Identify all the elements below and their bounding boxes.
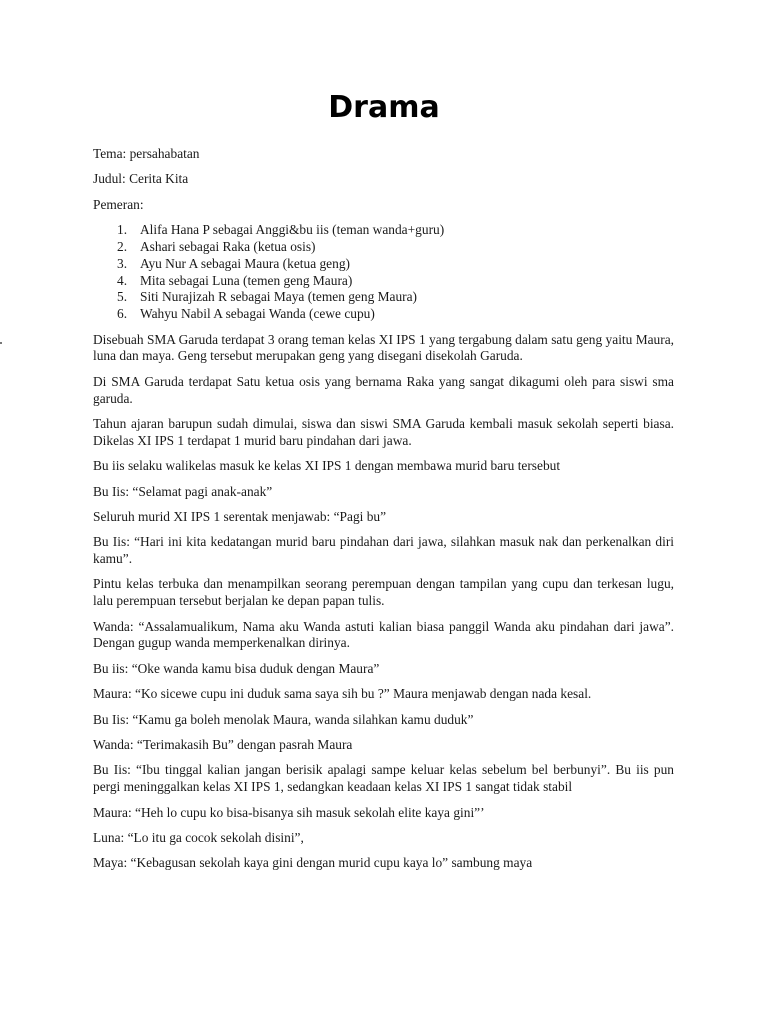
margin-mark: [0, 342, 2, 344]
cast-item: [93, 289, 674, 306]
narration-paragraph: Pintu kelas terbuka dan menampilkan seorang perempuan dengan tampilan yang cupu dan terkesan lugu, lalu perempuan tersebut berjalan ke depan papan tulis.: [93, 576, 674, 609]
dialogue-line: Bu Iis: “Ibu tinggal kalian jangan berisik apalagi sampe keluar kelas sebelum bel berbunyi”. Bu iis pun pergi meninggalkan kelas XI IPS 1, sedangkan keadaan kelas XI IPS 1 sangat tidak stabil: [93, 762, 674, 795]
cast-number: 3.: [117, 255, 128, 271]
dialogue-line: Seluruh murid XI IPS 1 serentak menjawab: “Pagi bu”: [93, 508, 387, 524]
cast-text: Ashari sebagai Raka (ketua osis): [140, 238, 316, 254]
dialogue-line: Maura: “Heh lo cupu ko bisa-bisanya sih masuk sekolah elite kaya gini”’: [93, 804, 485, 820]
document-body: [93, 146, 674, 881]
cast-text: Ayu Nur A sebagai Maura (ketua geng): [140, 255, 350, 271]
cast-number: 6.: [117, 306, 128, 322]
dialogue-line: Bu iis: “Oke wanda kamu bisa duduk dengan Maura”: [93, 660, 380, 676]
theme-line: Tema: persahabatan: [93, 146, 200, 161]
cast-number: 1.: [117, 222, 128, 238]
dialogue-line: Maura: “Ko sicewe cupu ini duduk sama saya sih bu ?” Maura menjawab dengan nada kesal.: [93, 686, 592, 702]
cast-text: Mita sebagai Luna (temen geng Maura): [140, 272, 353, 288]
narration-paragraph: Di SMA Garuda terdapat Satu ketua osis yang bernama Raka yang sangat dikagumi oleh para siswi sma garuda.: [93, 373, 674, 406]
narration-paragraph: Disebuah SMA Garuda terdapat 3 orang teman kelas XI IPS 1 yang tergabung dalam satu geng yaitu Maura, luna dan maya. Geng tersebut merupakan geng yang disegani disekolah Garuda.: [93, 331, 674, 364]
cast-text: Siti Nurajizah R sebagai Maya (temen geng Maura): [140, 289, 418, 305]
cast-list: [93, 222, 674, 323]
cast-item: [93, 273, 674, 290]
cast-item: [93, 306, 674, 323]
dialogue-line: Bu Iis: “Kamu ga boleh menolak Maura, wanda silahkan kamu duduk”: [93, 711, 474, 727]
narration-paragraph: Tahun ajaran barupun sudah dimulai, siswa dan siswi SMA Garuda kembali masuk sekolah seperti biasa. Dikelas XI IPS 1 terdapat 1 murid baru pindahan dari jawa.: [93, 415, 674, 448]
narration-paragraph: Bu iis selaku walikelas masuk ke kelas XI IPS 1 dengan membawa murid baru tersebut: [93, 458, 561, 474]
cast-item: [93, 222, 674, 239]
cast-number: 2.: [117, 238, 128, 254]
title-line: Judul: Cerita Kita: [93, 171, 189, 187]
document-title: Drama: [328, 90, 440, 125]
dialogue-line: Bu Iis: “Selamat pagi anak-anak”: [93, 483, 273, 499]
dialogue-line: Luna: “Lo itu ga cocok sekolah disini”,: [93, 829, 304, 845]
cast-text: Wahyu Nabil A sebagai Wanda (cewe cupu): [140, 306, 375, 322]
cast-heading: Pemeran:: [93, 196, 144, 212]
cast-item: [93, 256, 674, 273]
cast-text: Alifa Hana P sebagai Anggi&bu iis (teman wanda+guru): [140, 222, 445, 238]
cast-number: 4.: [117, 272, 128, 288]
dialogue-line: Maya: “Kebagusan sekolah kaya gini dengan murid cupu kaya lo” sambung maya: [93, 855, 533, 871]
cast-item: [93, 239, 674, 256]
dialogue-line: Wanda: “Assalamualikum, Nama aku Wanda astuti kalian biasa panggil Wanda aku pindahan dari jawa”. Dengan gugup wanda memperkenalkan dirinya.: [93, 618, 674, 651]
dialogue-line: Wanda: “Terimakasih Bu” dengan pasrah Maura: [93, 737, 353, 753]
cast-number: 5.: [117, 289, 128, 305]
dialogue-line: Bu Iis: “Hari ini kita kedatangan murid baru pindahan dari jawa, silahkan masuk nak dan perkenalkan diri kamu”.: [93, 534, 674, 567]
